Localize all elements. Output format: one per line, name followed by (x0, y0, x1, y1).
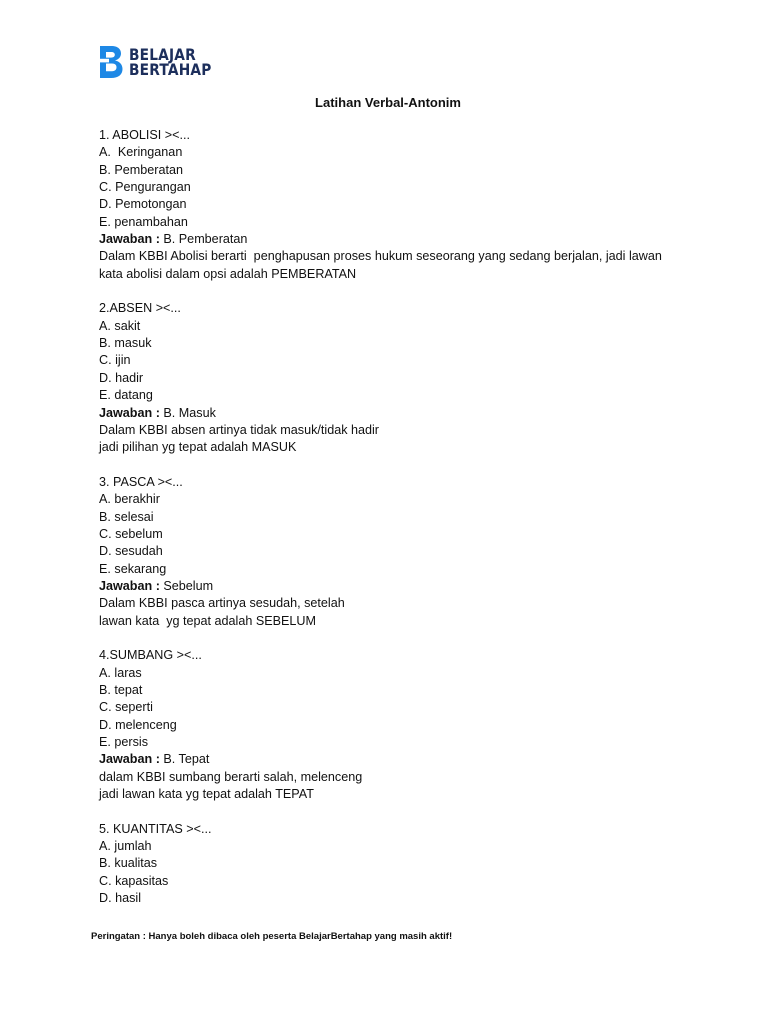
explanation-line: jadi lawan kata yg tepat adalah TEPAT (99, 787, 314, 802)
spacer (99, 630, 709, 647)
answer-option: E. datang (99, 388, 153, 403)
answer-option: A. Keringanan (99, 145, 183, 160)
answer-option: D. Pemotongan (99, 197, 187, 212)
answer-option: B. kualitas (99, 856, 158, 871)
explanation-line: kata abolisi dalam opsi adalah PEMBERATAN (99, 266, 357, 281)
answer-line (99, 751, 709, 768)
question-list (99, 127, 709, 907)
answer-option: A. jumlah (99, 839, 152, 854)
spacer (99, 457, 709, 474)
spacer (99, 283, 709, 300)
logo-wordmark (129, 47, 211, 77)
question-block (99, 647, 709, 820)
answer-option: D. hasil (99, 891, 141, 906)
question-text: 5. KUANTITAS ><... (99, 821, 212, 836)
question-text: 2.ABSEN ><... (99, 301, 181, 316)
explanation-line: Dalam KBBI pasca artinya sesudah, setelah (99, 596, 345, 611)
answer-option: D. melenceng (99, 717, 177, 732)
answer-label: Jawaban : (99, 232, 160, 247)
explanation-line: dalam KBBI sumbang berarti salah, melenceng (99, 769, 363, 784)
logo-line1: BELAJAR (129, 45, 196, 64)
question-text: 1. ABOLISI ><... (99, 128, 191, 142)
question-block (99, 127, 709, 300)
answer-value: B. Pemberatan (159, 232, 248, 247)
answer-label: Jawaban : (99, 752, 160, 767)
answer-option: A. sakit (99, 318, 141, 333)
answer-option: E. sekarang (99, 561, 167, 576)
answer-option: C. kapasitas (99, 873, 169, 888)
answer-label: Jawaban : (99, 578, 160, 593)
answer-option: C. seperti (99, 700, 153, 715)
answer-option: D. sesudah (99, 544, 163, 559)
answer-line (99, 405, 709, 422)
explanation-line: jadi pilihan yg tepat adalah MASUK (99, 440, 297, 455)
question-block (99, 474, 709, 647)
answer-option: E. penambahan (99, 214, 188, 229)
logo-line2: BERTAHAP (129, 60, 212, 79)
explanation-line: Dalam KBBI Abolisi berarti penghapusan proses hukum seseorang yang sedang berjalan, jadi lawan (99, 249, 662, 264)
answer-value: Sebelum (159, 578, 214, 593)
answer-option: C. sebelum (99, 526, 163, 541)
answer-option: C. ijin (99, 353, 131, 368)
answer-option: A. berakhir (99, 492, 160, 507)
spacer (99, 803, 709, 820)
explanation-line: Dalam KBBI absen artinya tidak masuk/tidak hadir (99, 422, 379, 437)
belajar-bertahap-logo-icon (98, 44, 124, 80)
answer-option: D. hadir (99, 370, 144, 385)
footer-warning: Peringatan : Hanya boleh dibaca oleh peserta BelajarBertahap yang masih aktif! (91, 931, 453, 942)
answer-option: B. masuk (99, 336, 152, 351)
brand-logo (98, 44, 225, 80)
answer-value: B. Masuk (159, 405, 216, 420)
answer-label: Jawaban : (99, 405, 160, 420)
answer-value: B. Tepat (159, 752, 210, 767)
answer-line (99, 578, 709, 595)
answer-option: B. selesai (99, 509, 154, 524)
question-block (99, 821, 709, 908)
answer-option: B. Pemberatan (99, 162, 184, 177)
answer-option: E. persis (99, 735, 148, 750)
explanation-line: lawan kata yg tepat adalah SEBELUM (99, 613, 317, 628)
answer-line (99, 231, 709, 248)
page-title: Latihan Verbal-Antonim (315, 95, 461, 110)
answer-option: A. laras (99, 665, 142, 680)
answer-option: B. tepat (99, 683, 143, 697)
question-block (99, 300, 709, 473)
question-text: 3. PASCA ><... (99, 474, 183, 489)
answer-option: C. Pengurangan (99, 180, 191, 195)
question-text: 4.SUMBANG ><... (99, 648, 202, 663)
